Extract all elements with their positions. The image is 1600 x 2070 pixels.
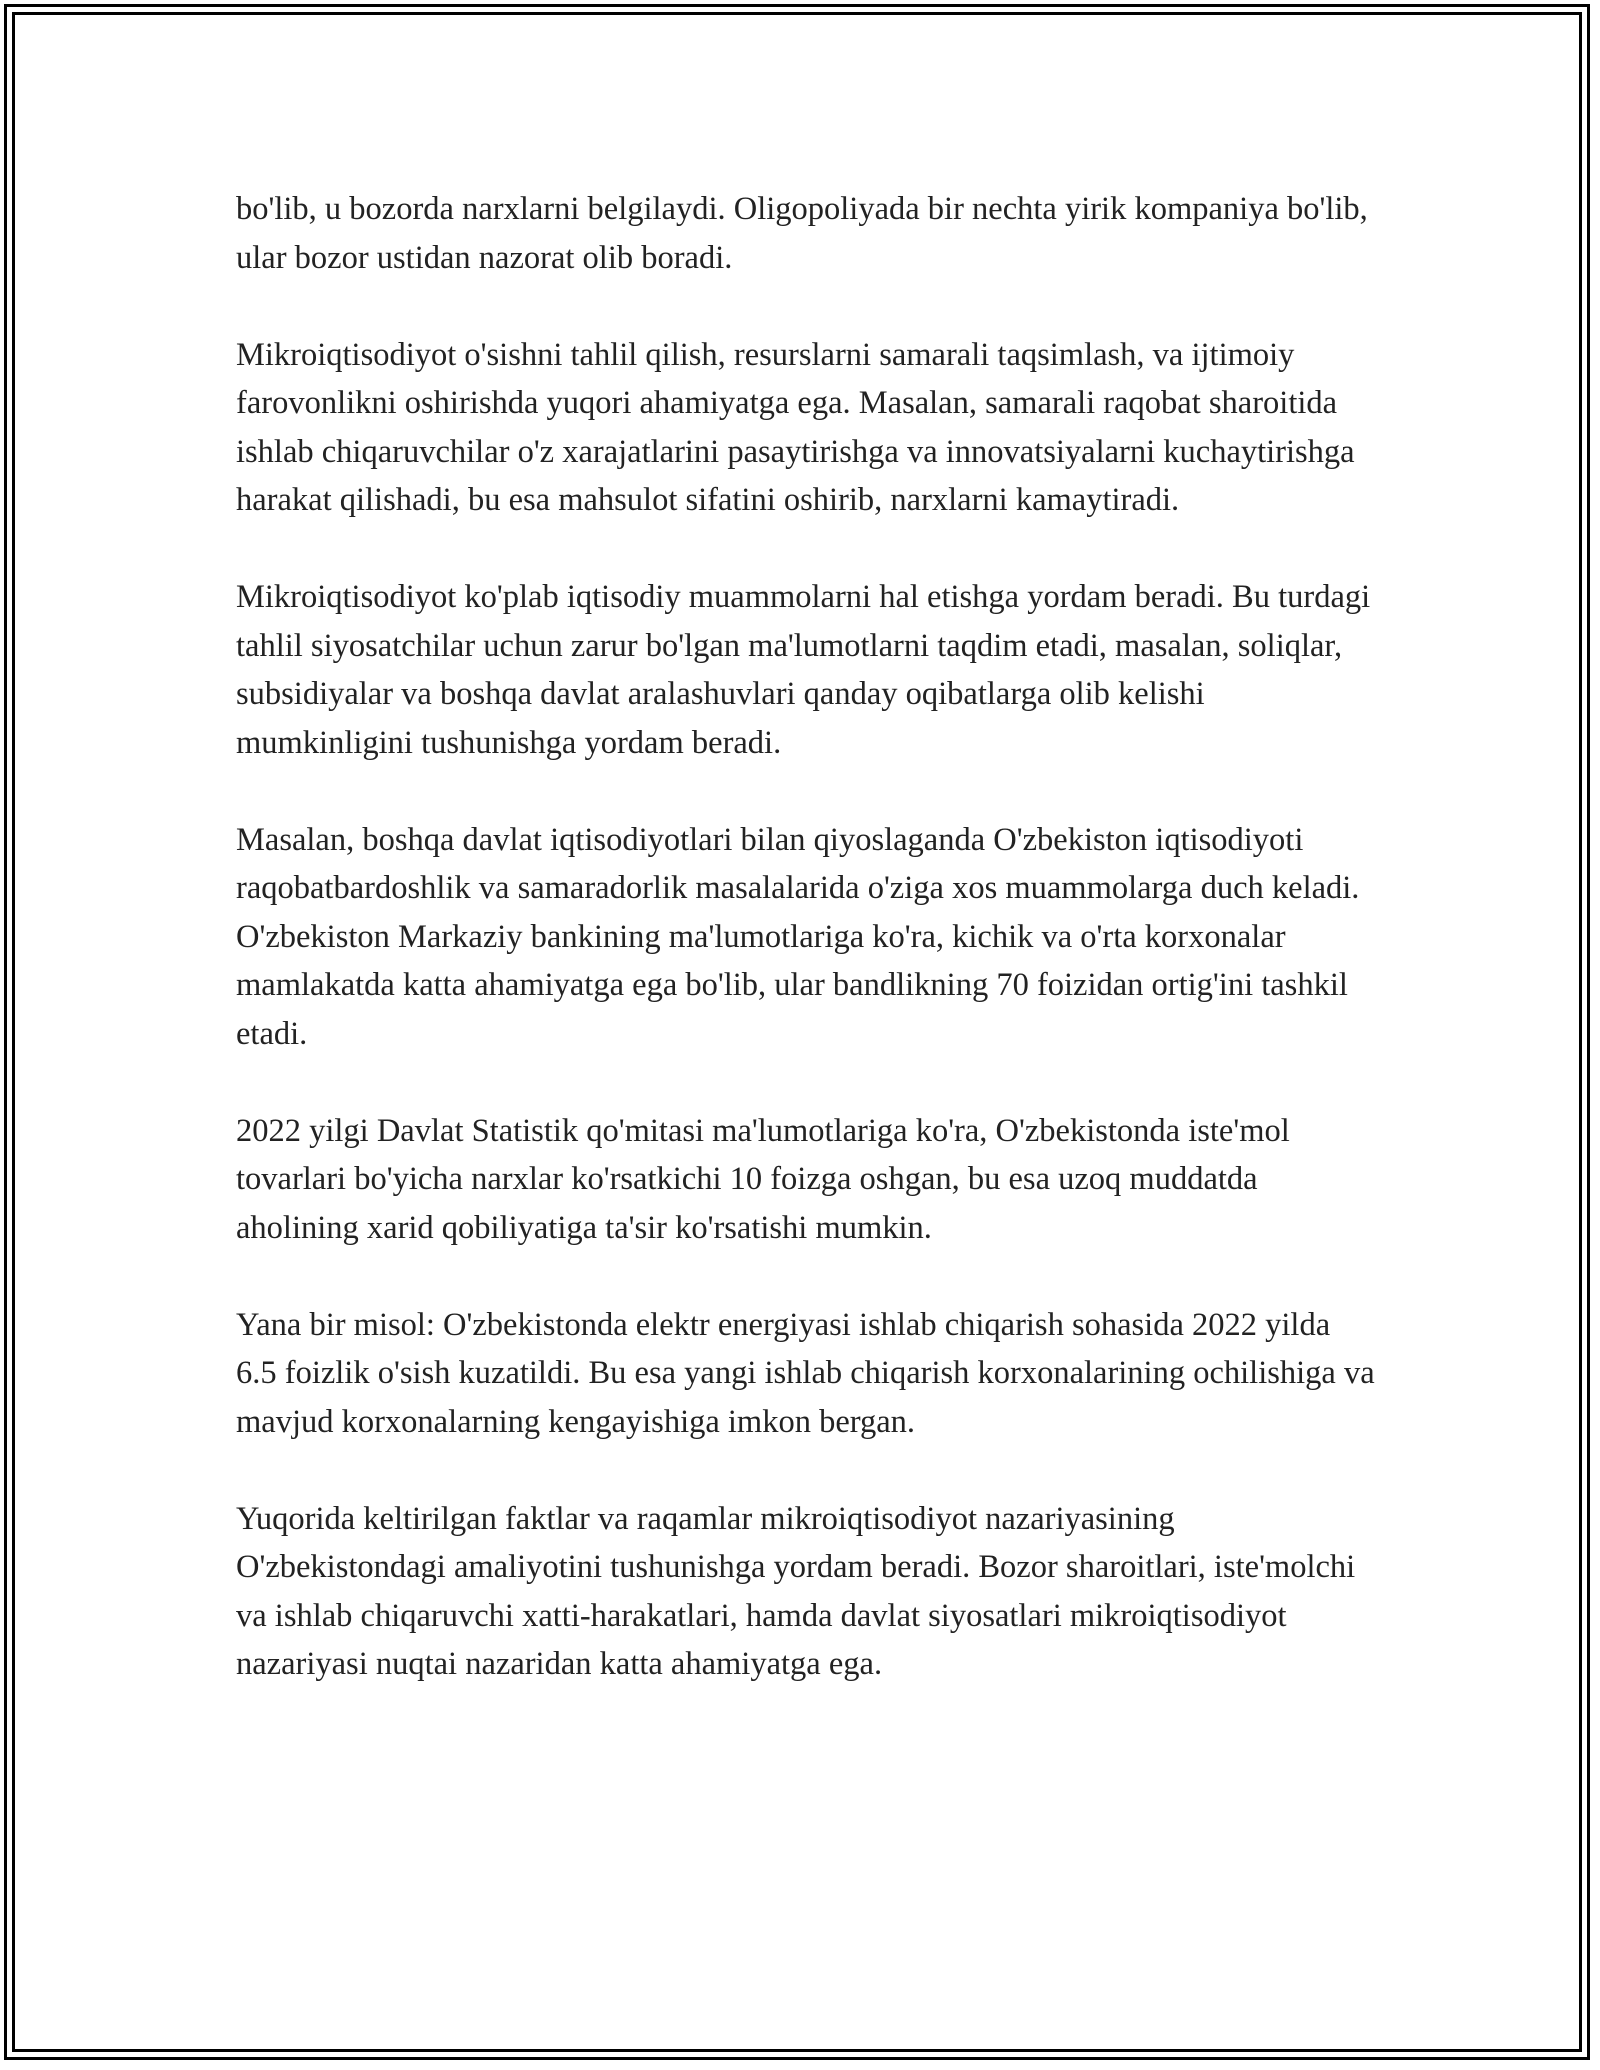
document-body [236, 185, 1376, 1737]
paragraph: Masalan, boshqa davlat iqtisodiyotlari bilan qiyoslaganda O'zbekiston iqtisodiyoti raqobatbardoshlik va samaradorlik masalalarida o'ziga xos muammolarga duch keladi. O'zbekiston Markaziy bankining ma'lumotlariga ko'ra, kichik va o'rta korxonalar mamlakatda katta ahamiyatga ega bo'lib, ular bandlikning 70 foizidan ortig'ini tashkil etadi. [236, 821, 1360, 1052]
paragraph: 2022 yilgi Davlat Statistik qo'mitasi ma'lumotlariga ko'ra, O'zbekistonda iste'mol tovarlari bo'yicha narxlar ko'rsatkichi 10 foizga oshgan, bu esa uzoq muddatda aholining xarid qobiliyatiga ta'sir ko'rsatishi mumkin. [236, 1112, 1290, 1246]
paragraph: Mikroiqtisodiyot o'sishni tahlil qilish, resurslarni samarali taqsimlash, va ijtimoiy farovonlikni oshirishda yuqori ahamiyatga ega. Masalan, samarali raqobat sharoitida ishlab chiqaruvchilar o'z xarajatlarini pasaytirishga va innovatsiyalarni kuchaytirishga harakat qilishadi, bu esa mahsulot sifatini oshirib, narxlarni kamaytiradi. [236, 336, 1355, 518]
paragraph: bo'lib, u bozorda narxlarni belgilaydi. Oligopoliyada bir nechta yirik kompaniya bo'lib, ular bozor ustidan nazorat olib boradi. [236, 191, 1368, 276]
paragraph: Yana bir misol: O'zbekistonda elektr energiyasi ishlab chiqarish sohasida 2022 yilda 6.5 foizlik o'sish kuzatildi. Bu esa yangi ishlab chiqarish korxonalarining ochilishiga va mavjud korxonalarning kengayishiga imkon bergan. [236, 1306, 1375, 1440]
paragraph: Yuqorida keltirilgan faktlar va raqamlar mikroiqtisodiyot nazariyasining O'zbekistondagi amaliyotini tushunishga yordam beradi. Bozor sharoitlari, iste'molchi va ishlab chiqaruvchi xatti-harakatlari, hamda davlat siyosatlari mikroiqtisodiyot nazariyasi nuqtai nazaridan katta ahamiyatga ega. [236, 1500, 1356, 1682]
paragraph: Mikroiqtisodiyot ko'plab iqtisodiy muammolarni hal etishga yordam beradi. Bu turdagi tahlil siyosatchilar uchun zarur bo'lgan ma'lumotlarni taqdim etadi, masalan, soliqlar, subsidiyalar va boshqa davlat aralashuvlari qanday oqibatlarga olib kelishi mumkinligini tushunishga yordam beradi. [236, 579, 1371, 761]
